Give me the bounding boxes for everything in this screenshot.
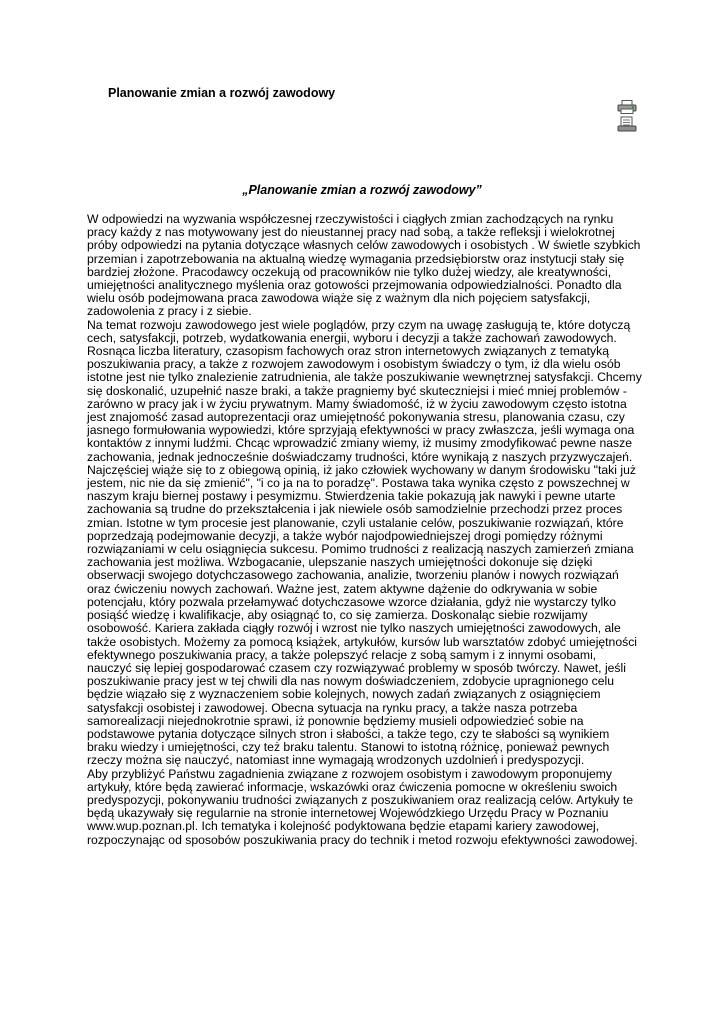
printer-icon[interactable] [617, 100, 637, 114]
article-heading: „Planowanie zmian a rozwój zawodowy” [242, 183, 482, 197]
article-body [87, 213, 643, 847]
document-actions [617, 100, 639, 134]
page-title: Planowanie zmian a rozwój zawodowy [108, 86, 336, 100]
paragraph: W odpowiedzi na wyzwania współczesnej rzeczywistości i ciągłych zmian zachodzących na rynku pracy każdy z nas motywowany jest do nieustannej pracy nad sobą, a także refleksji i wielokrotnej próby odpowiedzi na pytania dotyczące własnych celów zawodowych i osobistych . W świetle szybkich przemian i zapotrzebowania na aktualną wiedzę wymagania przedsiębiorstw oraz instytucji stały się bardziej złożone. Pracodawcy oczekują od pracowników nie tylko dużej wiedzy, ale kreatywności, umiejętności analitycznego myślenia oraz gotowości przejmowania odpowiedzialności. Ponadto dla wielu osób podejmowana praca zawodowa wiąże się z ważnym dla nich pojęciem satysfakcji, zadowolenia z pracy i z siebie. [87, 212, 641, 319]
paragraph: Aby przybliżyć Państwu zagadnienia związane z rozwojem osobistym i zawodowym proponujemy artykuły, które będą zawierać informacje, wskazówki oraz ćwiczenia pomocne w określeniu swoich predyspozycji, pokonywaniu trudności związanych z poszukiwaniem oraz realizacją celów. Artykuły te będą ukazywały się regularnie na stronie internetowej Wojewódzkiego Urzędu Pracy w Poznaniu www.wup.poznan.pl. Ich tematyka i kolejność podyktowana będzie etapami kariery zawodowej, rozpoczynając od sposobów poszukiwania pracy do technik i metod rozwoju efektywności zawodowej. [87, 766, 638, 847]
paragraph: Na temat rozwoju zawodowego jest wiele poglądów, przy czym na uwagę zasługują te, które dotyczą cech, satysfakcji, potrzeb, wydatkowania energii, wyboru i decyzji a także zachowań zawodowych. Rosnąca liczba literatury, czasopism fachowych oraz stron internetowych związanych z tematyką poszukiwania pracy, a także z rozwojem zawodowym i osobistym świadczy o tym, iż dla wielu osób istotne jest nie tylko znalezienie zatrudnienia, ale także poszukiwanie wewnętrznej satysfakcji. Chcemy się doskonalić, uzupełnić nasze braki, a także pragniemy być skuteczniejsi i mieć mniej problemów - zarówno w pracy jak i w życiu prywatnym. Mamy świadomość, iż w życiu zawodowym często istotna jest znajomość zasad autoprezentacji oraz umiejętność pokonywania stresu, planowania czasu, czy jasnego formułowania wypowiedzi, które sprzyjają efektywności w pracy zwłaszcza, jeśli wymaga ona kontaktów z innymi ludźmi. Chcąc wprowadzić zmiany wiemy, iż musimy zmodyfikować pewne nasze zachowania, jednak jednocześnie doświadczamy trudności, które wynikają z naszych przyzwyczajeń. Najczęściej wiąże się to z obiegową opinią, iż jako człowiek wychowany w danym środowisku "taki już jestem, nic nie da się zmienić", "i co ja na to poradzę". Postawa taka wynika często z powszechnej w naszym kraju biernej postawy i pesymizmu. Stwierdzenia takie pokazują jak nawyki i pewne utarte zachowania są trudne do przekształcenia i jak niewiele osób samodzielnie przechodzi przez proces zmian. Istotne w tym procesie jest planowanie, czyli ustalanie celów, poszukiwanie rozwiązań, które poprzedzają podejmowanie decyzji, a także wybór najodpowiedniejszej drogi pomiędzy różnymi rozwiązaniami w celu osiągnięcia sukcesu. Pomimo trudności z realizacją naszych zamierzeń zmiana zachowania jest możliwa. Wzbogacanie, ulepszanie naszych umiejętności dokonuje się dzięki obserwacji swojego dotychczasowego zachowania, analizie, tworzeniu planów i nowych rozwiązań oraz ćwiczeniu nowych zachowań. Ważne jest, zatem aktywne dążenie do odkrywania w sobie potencjału, który pozwala przełamywać dotychczasowe wzorce działania, gdyż nie wystarczy tylko posiąść wiedzę i kwalifikacje, aby osiągnąć to, co się zamierza. Doskonaląc siebie rozwijamy osobowość. Kariera zakłada ciągły rozwój i wzrost nie tylko naszych umiejętności zawodowych, ale także osobistych. Możemy za pomocą książek, artykułów, kursów lub warsztatów zdobyć umiejętności efektywnego poszukiwania pracy, a także polepszyć relacje z sobą samym i z innymi osobami, nauczyć się lepiej gospodarować czasem czy rozwiązywać problemy w sposób twórczy. Nawet, jeśli poszukiwanie pracy jest w tej chwili dla nas nowym doświadczeniem, zdobycie upragnionego celu będzie wiązało się z wyznaczeniem sobie kolejnych, nowych zadań związanych z osiągnięciem satysfakcji osobistej i zawodowej. Obecna sytuacja na rynku pracy, a także nasza potrzeba samorealizacji niejednokrotnie sprawi, iż ponownie będziemy musieli odpowiedzieć sobie na podstawowe pytania dotyczące silnych stron i słabości, a także tego, czy te słabości są wynikiem braku wiedzy i umiejętności, czy też braku talentu. Stanowi to istotną różnicę, ponieważ pewnych rzeczy można się nauczyć, natomiast inne wymagają wrodzonych uzdolnień i predyspozycji. [87, 317, 642, 768]
document-download-icon[interactable] [617, 116, 637, 132]
